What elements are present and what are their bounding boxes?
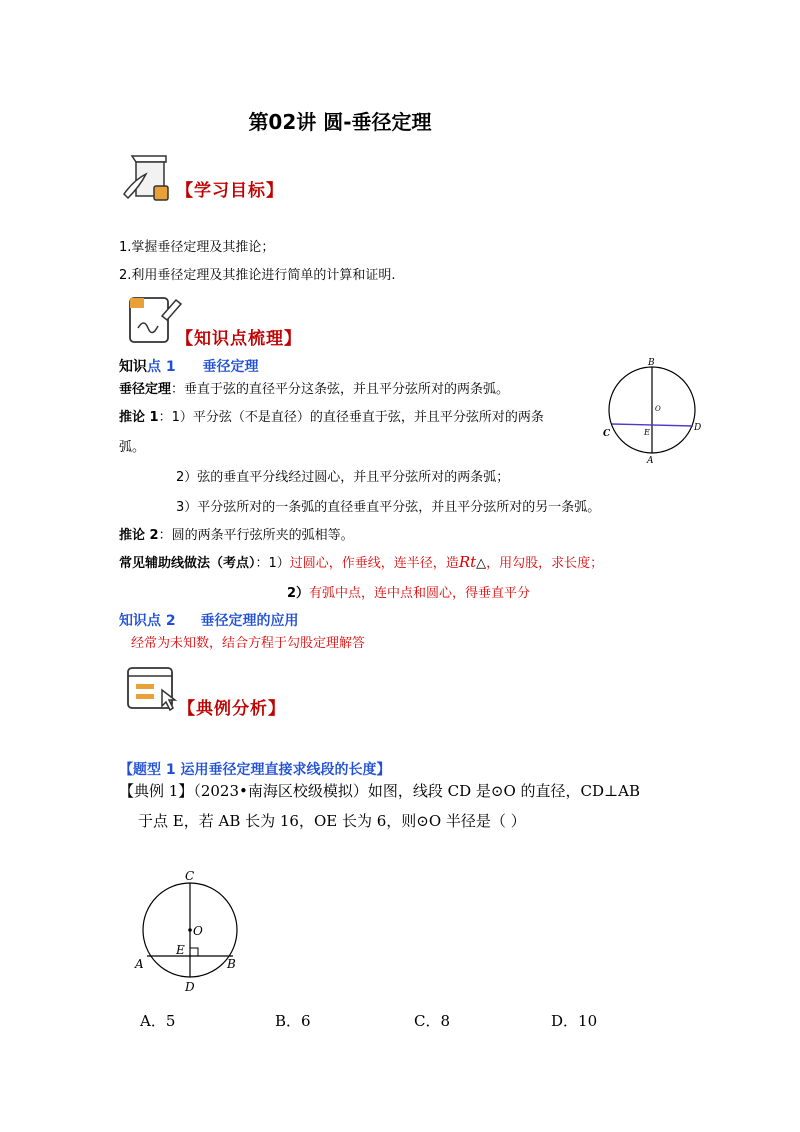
goals-banner	[120, 150, 320, 210]
kp1-theorem-text: ：垂直于弦的直径平分这条弦，并且平分弦所对的两条弧。	[171, 382, 510, 397]
goals-banner-label: 【学习目标】	[176, 181, 284, 201]
example1-line2: 于点 E，若 AB 长为 16，OE 长为 6，则⊙O 半径是（ ）	[138, 812, 526, 830]
browser-pointer-icon	[124, 662, 186, 720]
label-d-2: D	[185, 980, 195, 993]
examples-banner	[120, 660, 340, 720]
kp1-inference1-item3: 3）平分弦所对的一条弧的直径垂直平分弦，并且平分弦所对的另一条弧。	[176, 500, 601, 515]
kp1-inference1-line1: ：1）平分弦（不是直径）的直径垂直于弦，并且平分弦所对的两条	[158, 410, 544, 425]
example1-label: 【典例 1】	[119, 782, 194, 800]
example1-line1	[119, 780, 640, 801]
diagram-circle-2	[130, 868, 250, 993]
kp1-label-a: 知识	[119, 359, 147, 375]
label-d-1: D	[694, 423, 702, 433]
kp1-inference1-label: 推论 1	[119, 410, 159, 425]
kp2-heading	[119, 610, 299, 630]
option-d[interactable]: D．10	[551, 1012, 598, 1030]
right-angle-mark	[190, 948, 198, 956]
kp1-inference1-cont: 弧。	[119, 440, 146, 455]
option-a[interactable]: A．5	[140, 1012, 176, 1030]
label-c-1: C	[603, 429, 611, 439]
kp1-aux-label: 常见辅助线做法（考点）	[119, 556, 256, 571]
kp1-name: 垂径定理	[202, 359, 259, 375]
chord-cd-1	[612, 424, 693, 426]
label-e-2: E	[176, 943, 185, 957]
label-b-2: B	[227, 957, 236, 971]
kp1-inference2	[119, 524, 354, 543]
kp1-inference1-item2: 2）弦的垂直平分线经过圆心，并且平分弦所对的两条弧；	[176, 470, 510, 485]
example1-line1-rest: 如图，线段 CD 是⊙O 的直径，CD⊥AB	[367, 782, 640, 800]
label-o-2: O	[193, 924, 203, 938]
kp1-heading	[119, 356, 259, 376]
label-e-1: E	[644, 428, 650, 437]
scroll-quill-icon	[120, 150, 180, 208]
center-dot	[188, 928, 192, 932]
label-o-1: O	[655, 405, 661, 413]
kp1-inference2-text: ：圆的两条平行弦所夹的弧相等。	[158, 528, 354, 543]
page-title: 第02讲 圆-垂径定理	[248, 110, 432, 134]
label-c-2: C	[185, 869, 195, 883]
option-b[interactable]: B．6	[275, 1012, 311, 1030]
kp1-aux-item2-line	[287, 582, 530, 601]
goal-item-1: 1.掌握垂径定理及其推论；	[119, 240, 275, 255]
kp1-aux-item1-end: ，用勾股，求长度；	[486, 556, 604, 571]
kp2-label: 知识点 2	[119, 613, 176, 629]
examples-banner-label: 【典例分析】	[178, 699, 286, 719]
goal-item-2: 2.利用垂径定理及其推论进行简单的计算和证明.	[119, 268, 396, 283]
label-a-1: A	[647, 456, 654, 466]
kp1-inference2-label: 推论 2	[119, 528, 159, 543]
option-c[interactable]: C．8	[414, 1012, 451, 1030]
kp2-name: 垂径定理的应用	[200, 613, 299, 629]
kp2-text: 经常为未知数，结合方程于勾股定理解答	[131, 636, 366, 651]
example1-source: （2023•南海区校级模拟）	[193, 782, 368, 800]
kp1-aux-item1: 过圆心，作垂线，连半径，造	[289, 556, 459, 571]
kp1-aux-item2: 有弧中点，连中点和圆心，得垂直平分	[309, 586, 531, 601]
kp1-label-b: 点 1	[147, 359, 176, 375]
knowledge-banner	[120, 290, 340, 350]
kp1-theorem	[119, 378, 509, 397]
kp1-aux-rt: Rt	[458, 553, 477, 571]
knowledge-banner-label: 【知识点梳理】	[176, 329, 302, 349]
kp1-theorem-label: 垂径定理	[119, 382, 172, 397]
kp1-inference1	[119, 406, 544, 425]
kp1-aux-prefix: ：1）	[255, 556, 290, 571]
label-b-1: B	[648, 358, 655, 368]
kp1-aux-item2-num: 2）	[287, 586, 310, 601]
diagram-circle-1	[600, 355, 710, 467]
label-a-2: A	[135, 957, 144, 971]
type1-title: 【题型 1 运用垂径定理直接求线段的长度】	[119, 762, 391, 778]
kp1-aux	[119, 552, 603, 571]
kp1-aux-triangle: △	[476, 556, 487, 571]
